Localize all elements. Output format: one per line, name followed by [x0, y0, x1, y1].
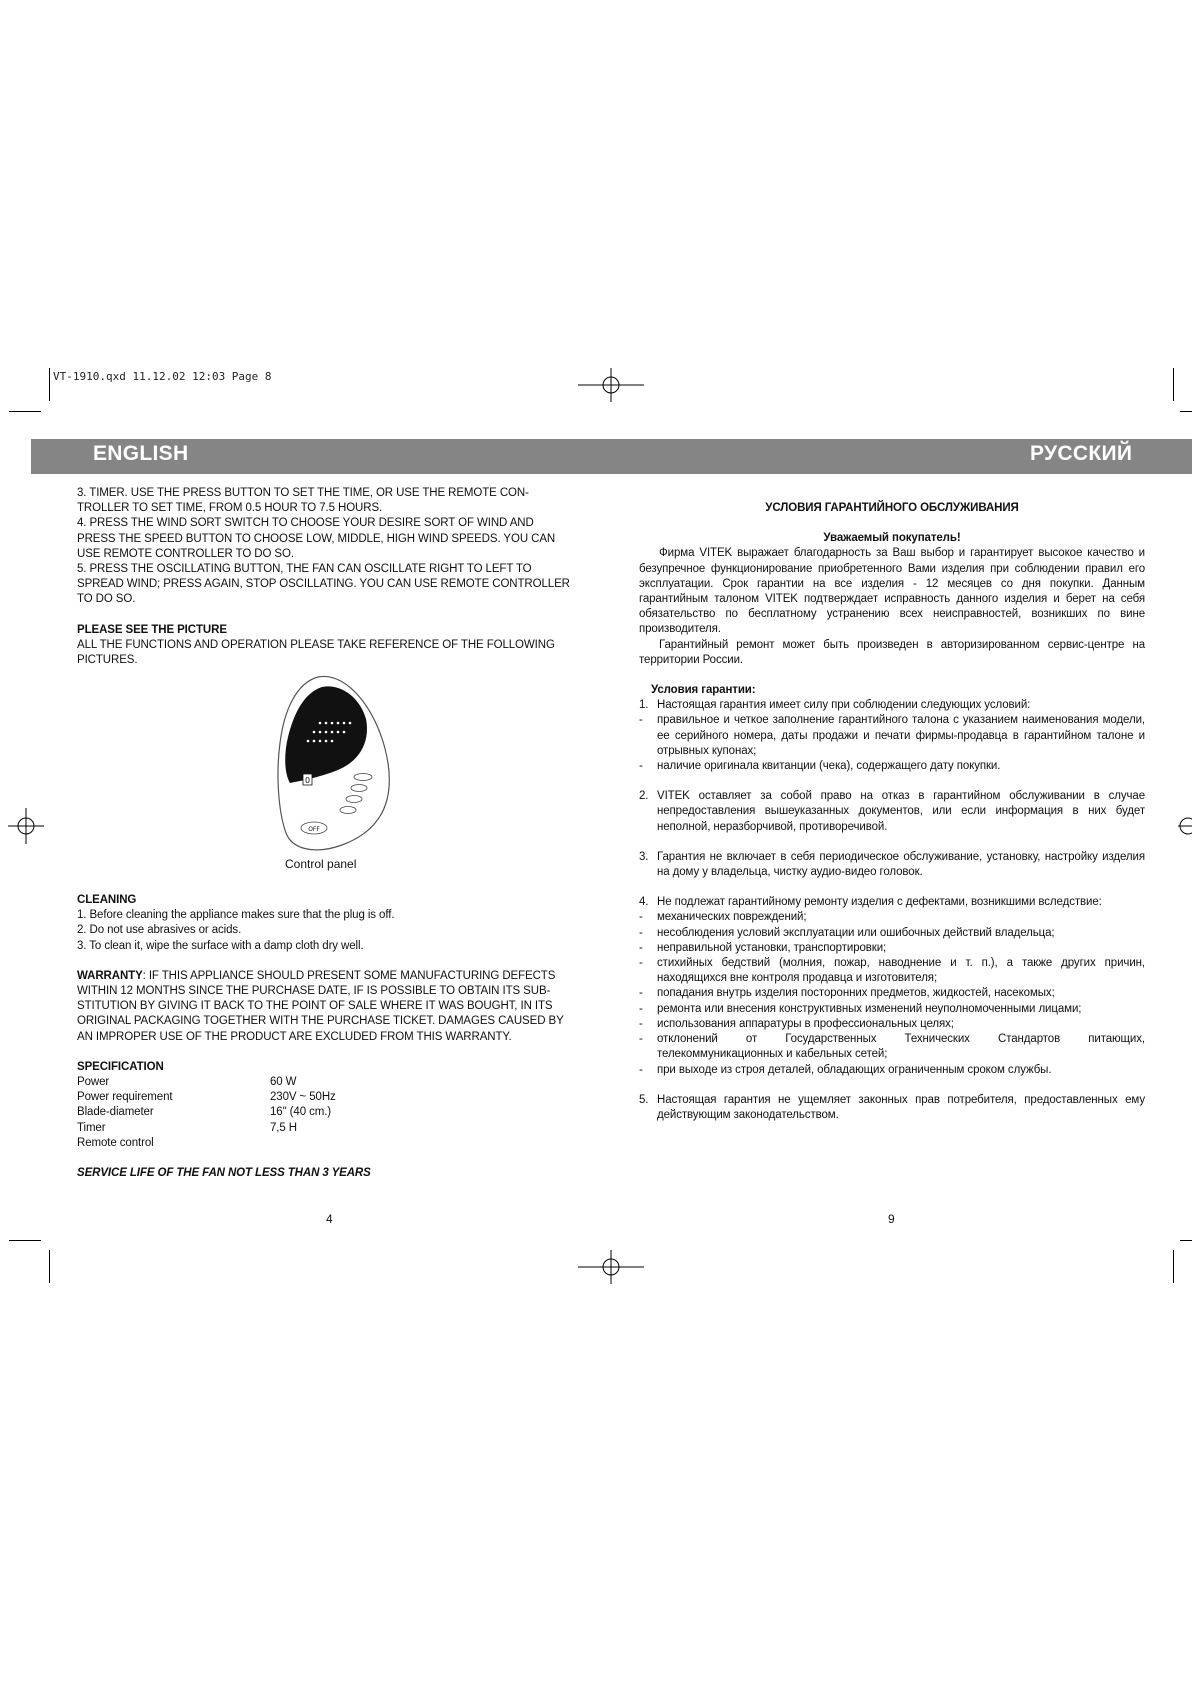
condition-item: 3. Гарантия не включает в себя периодическое обслуживание, установку, настройку изделия на дому у владельца, чистку аудио-видео головок. [639, 850, 1145, 879]
warranty-paragraph [77, 969, 597, 984]
conditions-heading: Условия гарантии: [651, 684, 756, 697]
spec-row: Power requirement 230V ~ 50Hz [77, 1091, 336, 1104]
text-line: PRESS THE SPEED BUTTON TO CHOOSE LOW, MIDDLE, HIGH WIND SPEEDS. YOU CAN [77, 532, 556, 545]
panel-button [354, 774, 372, 781]
text-line: USE REMOTE CONTROLLER TO DO SO. [77, 547, 294, 560]
russian-intro: Фирма VITEK выражает благодарность за Ваш выбор и гарантирует высокое качество и безупречное функционирование приобретенного Вами изделия при соблюдении правил его эксплуатации. Срок гарантии на все изделия - 12 месяцев со дня покупки. Данным гарантийным талоном VITEK подтверждает исправность данного изделия и берет на себя обязательство по бесплатному устранению всех неисправностей, возникших по вине производителя. [639, 547, 1145, 636]
condition-item: 5. Настоящая гарантия не ущемляет законных прав потребителя, предоставленных ему действующим законодательством. [639, 1093, 1145, 1121]
list-item: 2. Do not use abrasives or acids. [77, 924, 242, 937]
crop-mark [49, 368, 50, 401]
condition-subitem: - механических повреждений; [639, 911, 807, 924]
condition-subitem: - несоблюдения условий эксплуатации или ошибочных действий владельца; [639, 926, 1055, 939]
condition-subitem: - использования аппаратуры в профессиональных целях; [639, 1017, 954, 1030]
registration-mark-right [1178, 808, 1192, 844]
condition-subitem: - неправильной установки, транспортировки; [639, 941, 887, 954]
text-line: ORIGINAL PACKAGING TOGETHER WITH THE PURCHASE TICKET. DAMAGES CAUSED BY [77, 1015, 564, 1028]
condition-subitem: - ремонта или внесения конструктивных изменений неуполномоченными лицами; [639, 1002, 1082, 1015]
registration-mark-bottom [578, 1250, 646, 1284]
spec-row: Remote control [77, 1136, 154, 1149]
condition-item: 2. VITEK оставляет за собой право на отказ в гарантийном обслуживании в случае непредоставления вышеуказанных документов, или если информация в них будет неполной, неразборчивой, противоречивой. [639, 790, 1145, 833]
header-english: ENGLISH [93, 442, 189, 465]
russian-repair-note: Гарантийный ремонт может быть произведен в авторизированном сервис-центре на территории России. [639, 638, 1145, 666]
condition-item: 1. Настоящая гарантия имеет силу при соблюдении следующих условий: [639, 699, 1031, 712]
text-line: AN IMPROPER USE OF THE PRODUCT ARE EXCLUDED FROM THIS WARRANTY. [77, 1030, 512, 1043]
off-button-label: OFF [308, 826, 320, 833]
crop-mark [1173, 1250, 1174, 1283]
registration-mark-left [8, 808, 44, 844]
text-line: TROLLER TO SET TIME, FROM 0.5 HOUR TO 7.5 HOURS. [77, 502, 383, 515]
spec-row: Blade-diameter 16" (40 cm.) [77, 1106, 332, 1119]
text-line: WITHIN 12 MONTHS SINCE THE PURCHASE DATE, IF IS POSSIBLE TO OBTAIN ITS SUB- [77, 985, 551, 998]
picture-heading: PLEASE SEE THE PICTURE [77, 623, 227, 636]
file-slug: VT-1910.qxd 11.12.02 12:03 Page 8 [53, 370, 272, 383]
list-item: 3. To clean it, wipe the surface with a damp cloth dry well. [77, 939, 364, 952]
text-line: ALL THE FUNCTIONS AND OPERATION PLEASE TAKE REFERENCE OF THE FOLLOWING [77, 638, 555, 651]
russian-warranty-terms [639, 501, 1145, 1123]
crop-mark [49, 1250, 50, 1283]
text-line: 5. PRESS THE OSCILLATING BUTTON, THE FAN CAN OSCILLATE RIGHT TO LEFT TO [77, 563, 532, 576]
list-item: 1. Before cleaning the appliance makes sure that the plug is off. [77, 909, 395, 922]
crop-mark [9, 411, 41, 412]
crop-mark [1180, 1240, 1192, 1241]
panel-button [351, 785, 367, 792]
spec-heading: SPECIFICATION [77, 1060, 164, 1073]
cleaning-heading: CLEANING [77, 894, 137, 906]
page-number-right: 9 [888, 1212, 895, 1226]
russian-title: УСЛОВИЯ ГАРАНТИЙНОГО ОБСЛУЖИВАНИЯ [765, 502, 1019, 514]
text-line: PICTURES. [77, 654, 138, 667]
text-line: : IF THIS APPLIANCE SHOULD PRESENT SOME MANUFACTURING DEFECTS [142, 969, 556, 982]
condition-subitem: - наличие оригинала квитанции (чека), содержащего дату покупки. [639, 760, 1001, 773]
service-life-note: SERVICE LIFE OF THE FAN NOT LESS THAN 3 YEARS [77, 1167, 371, 1180]
spec-row: Power 60 W [77, 1076, 297, 1089]
spec-row: Timer 7,5 H [77, 1121, 297, 1134]
condition-subitem: - правильное и четкое заполнение гарантийного талона с указанием наименования модели, ее серийного номера, даты продажи и печати фирмы-продавца в гарантийном талоне и отрывных купонах; [639, 714, 1145, 757]
english-lower [77, 893, 597, 1181]
control-panel-caption: Control panel [285, 857, 357, 871]
crop-mark [1180, 411, 1192, 412]
text-line: 4. PRESS THE WIND SORT SWITCH TO CHOOSE YOUR DESIRE SORT OF WIND AND [77, 517, 534, 530]
timer-digit: 0 [304, 776, 311, 785]
crop-mark [1173, 368, 1174, 401]
condition-item: 4. Не подлежат гарантийному ремонту изделия с дефектами, возникшими вследствие: [639, 896, 1102, 909]
text-line: STITUTION BY GIVING IT BACK TO THE POINT OF SALE WHERE IT WAS BOUGHT, IN ITS [77, 1000, 553, 1013]
panel-button [340, 807, 356, 814]
crop-mark [9, 1240, 41, 1241]
warranty-label: WARRANTY [77, 969, 143, 982]
condition-subitem: - отклонений от Государственных Технических Стандартов питающих, телекоммуникационных и кабельных сетей; [639, 1033, 1145, 1061]
header-russian: РУССКИЙ [1030, 442, 1133, 465]
english-instructions [77, 486, 597, 668]
condition-subitem: - попадания внутрь изделия посторонних предметов, жидкостей, насекомых; [639, 987, 1055, 1000]
condition-subitem: - стихийных бедствий (молния, пожар, наводнение и т. п.), а также других причин, находящихся вне контроля продавца и изготовителя; [639, 957, 1145, 985]
panel-button [346, 796, 362, 803]
control-panel-illustration [270, 673, 400, 853]
text-line: SPREAD WIND; PRESS AGAIN, STOP OSCILLATING. YOU CAN USE REMOTE CONTROLLER [77, 578, 570, 591]
language-header-bar [31, 439, 1192, 474]
russian-greeting: Уважаемый покупатель! [823, 532, 961, 545]
page-number-left: 4 [326, 1212, 333, 1226]
text-line: TO DO SO. [77, 593, 136, 606]
text-line: 3. TIMER. USE THE PRESS BUTTON TO SET THE TIME, OR USE THE REMOTE CON- [77, 487, 529, 499]
registration-mark-top [578, 368, 646, 402]
condition-subitem: - при выходе из строя деталей, обладающих ограниченным сроком службы. [639, 1063, 1052, 1076]
